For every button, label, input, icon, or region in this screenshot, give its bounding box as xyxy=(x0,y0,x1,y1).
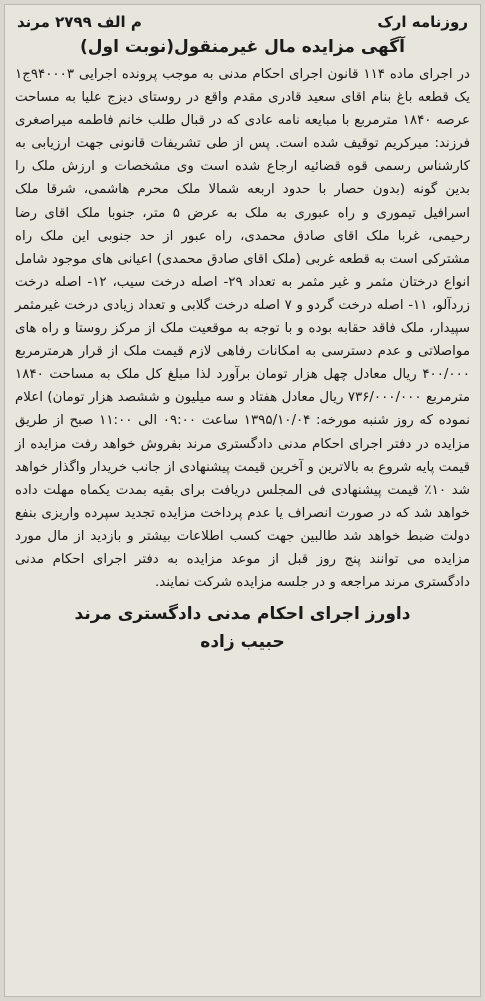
clipping-header xyxy=(5,5,480,31)
notice-title: آگهی مزایده مال غیرمنقول(نوبت اول) xyxy=(80,37,405,57)
newspaper-clipping xyxy=(4,4,481,997)
notice-body: در اجرای ماده ۱۱۴ قانون اجرای احکام مدنی به موجب پرونده اجرایی ۹۴۰۰۰۳ج۱ یک قطعه باغ بنام اقای سعید قادری مقدم واقع در روستای دیزج علیا به مساحت عرصه ۱۸۴۰ مترمربع با مبایعه نامه عادی که در قبال طلب خانم فاطمه میراصغری فرزند: میرکریم توقیف شده است. پس از طی تشریفات قانونی جهت ارزیابی به کارشناس رسمی قوه قضائیه ارجاع شده است وی مشخصات و ارزش ملک را بدین گونه (بدون حصار با حدود اربعه شمالا ملک محرم هاشمی، شرقا ملک اسرافیل تیموری و راه عبوری به ملک به عرض ۵ متر، جنوبا ملک اقای رضا رحیمی، غربا ملک اقای صادق محمدی، راه عبور از حد جنوبی این ملک راه مشترکی است به قطعه غربی (ملک اقای صادق محمدی) اعیانی های موجود شامل انواع درختان مثمر و غیر مثمر به تعداد ۲۹- اصله درخت سیب، ۱۲- اصله درخت زردآلو، ۱۱- اصله درخت گردو و ۷ اصله درخت گلابی و تعداد زیادی درخت غیرمثمر سپیدار، ملک فاقد حقابه بوده و با توجه به موقعیت ملک از مرکز روستا و راه های مواصلاتی و عدم دسترسی به امکانات رفاهی لازم قیمت ملک از قرار هرمترمربع ۴۰۰/۰۰۰ ریال معادل چهل هزار تومان برآورد لذا مبلغ کل ملک به مساحت ۱۸۴۰ مترمربع ۷۳۶/۰۰۰/۰۰۰ ریال معادل هفتاد و سه میلیون و ششصد هزار تومان) اعلام نموده که روز شنبه مورخه: ۱۳۹۵/۱۰/۰۴ ساعت ۰۹:۰۰ الی ۱۱:۰۰ صبح از طریق مزایده در دفتر اجرای احکام مدنی دادگستری مرند بفروش خواهد رفت مزایده از قیمت پایه شروع به بالاترین و آخرین قیمت پیشنهادی از جانب خریدار واگذار خواهد شد ۱۰٪ قیمت پیشنهادی فی المجلس دریافت برای بقیه بمدت یکماه مهلت داده خواهد شد که در صورت انصراف یا عدم پرداخت مزایده تجدید سپرده واریزی بنفع دولت ضبط خواهد شد طالبین جهت کسب اطلاعات بیشتر و بازدید از مال مورد مزایده می توانند پنج روز قبل از موعد مزایده به دفتر اجرای احکام مدنی دادگستری مرند مراجعه و در جلسه مزایده شرکت نمایند. xyxy=(15,67,470,591)
newspaper-name: روزنامه ارک xyxy=(377,13,468,31)
issue-number: م الف ۲۷۹۹ مرند xyxy=(17,13,142,31)
signer-name: حبیب زاده xyxy=(200,632,285,653)
signing-office: داورز اجرای احکام مدنی دادگستری مرند xyxy=(74,604,411,625)
notice-signature xyxy=(5,600,480,656)
